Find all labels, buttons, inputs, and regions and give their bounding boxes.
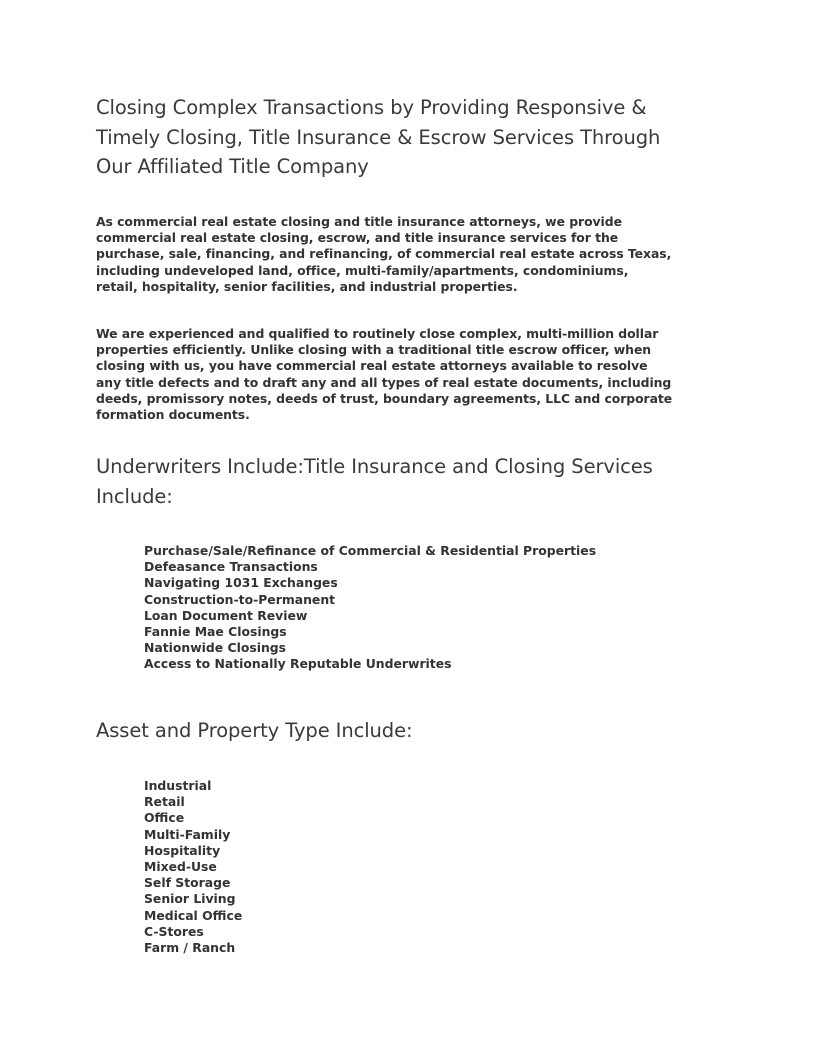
list-item: Industrial (144, 778, 212, 793)
list-item: Medical Office (144, 907, 243, 923)
heading-line: Underwriters Include:Title Insurance and Closing Services (96, 455, 653, 478)
page-title (96, 93, 660, 182)
paragraph-line: formation documents. (96, 407, 250, 423)
list-item: Hospitality (144, 842, 221, 858)
paragraph-line: closing with us, you have commercial real estate attorneys available to resolve (96, 358, 648, 374)
list-item: Office (144, 810, 185, 826)
paragraph-line: including undeveloped land, office, multi-family/apartments, condominiums, (96, 262, 629, 278)
list-item: C-Stores (144, 923, 204, 939)
paragraph-line: purchase, sale, financing, and refinancing, of commercial real estate across Texas, (96, 246, 672, 262)
list-item: Multi-Family (144, 826, 231, 842)
paragraph-line: As commercial real estate closing and title insurance attorneys, we provide (96, 214, 622, 229)
list-item: Senior Living (144, 891, 236, 907)
list-item: Retail (144, 794, 185, 810)
list-item: Fannie Mae Closings (144, 624, 287, 640)
list-item: Access to Nationally Reputable Underwrites (144, 656, 452, 672)
heading-line: Asset and Property Type Include: (96, 719, 413, 742)
list-item: Defeasance Transactions (144, 559, 318, 575)
list-item: Nationwide Closings (144, 640, 287, 656)
services-heading (96, 452, 653, 511)
paragraph-line: commercial real estate closing, escrow, and title insurance services for the (96, 230, 619, 246)
list-item: Purchase/Sale/Refinance of Commercial & Residential Properties (144, 543, 597, 558)
intro-paragraph (96, 214, 671, 295)
paragraph-line: We are experienced and qualified to routinely close complex, multi-million dollar (96, 326, 659, 341)
list-item: Self Storage (144, 875, 231, 891)
list-item: Mixed-Use (144, 859, 217, 875)
paragraph-line: deeds, promissory notes, deeds of trust, boundary agreements, LLC and corporate (96, 390, 673, 406)
title-line: Timely Closing, Title Insurance & Escrow Services Through (96, 125, 661, 149)
experience-paragraph (96, 326, 672, 423)
title-line: Our Affiliated Title Company (96, 155, 369, 178)
paragraph-line: properties efficiently. Unlike closing with a traditional title escrow officer, when (96, 342, 652, 358)
list-item: Construction-to-Permanent (144, 591, 336, 607)
title-line: Closing Complex Transactions by Providing Responsive & (96, 96, 647, 119)
paragraph-line: any title defects and to draft any and all types of real estate documents, including (96, 374, 672, 390)
list-item: Farm / Ranch (144, 940, 236, 956)
list-item: Loan Document Review (144, 607, 308, 623)
asset-types-list (144, 778, 242, 956)
list-item: Navigating 1031 Exchanges (144, 575, 338, 591)
asset-types-heading (96, 716, 412, 746)
services-list (144, 543, 596, 673)
paragraph-line: retail, hospitality, senior facilities, and industrial properties. (96, 278, 518, 294)
heading-line: Include: (96, 484, 173, 508)
